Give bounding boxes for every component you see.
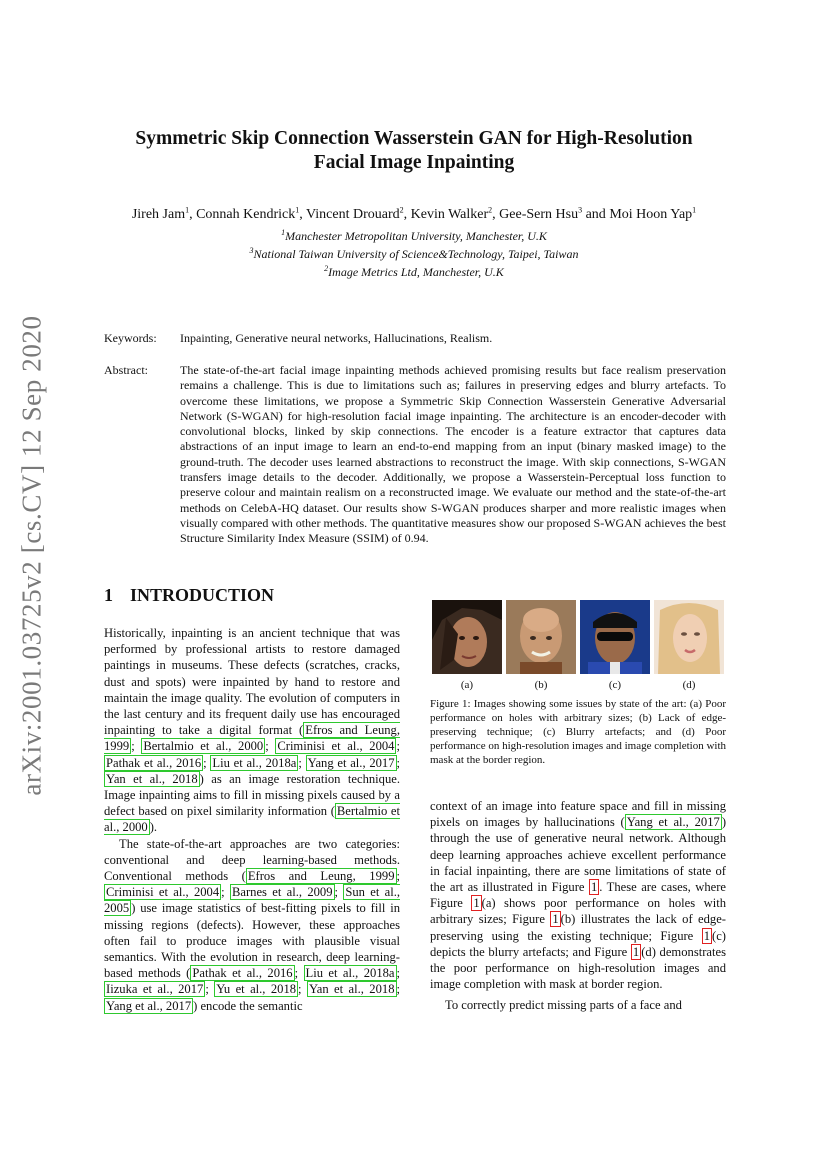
figure-label-a: (a) bbox=[460, 679, 474, 691]
citation-link[interactable]: Pathak et al., 2016 bbox=[192, 966, 293, 981]
figure-caption: Figure 1: Images showing some issues by state of the art: (a) Poor performance on holes with arbitrary sizes; (b) Lack of edge-preserving technique; (c) Blurry artefacts; and (d) Poor performance on high-resolution images and image completion with mask at the border region. bbox=[430, 698, 727, 766]
paragraph: To correctly predict missing parts of a face and bbox=[445, 998, 682, 1013]
paragraph: The state-of-the-art approaches are two categories: conventional and deep learning-based methods. Conventional methods ( Efros and Leung, 1999 ; Criminisi et al., 2004 ; Barnes et al., 2009 ; Sun et al., 2005 ) use image statistics of best-fitting pixels to fill in missing regions (defects). However, these approaches often fail to produce images with plausible visual semantics. With the evolution in research, deep learning-based methods ( Pathak et al., 2016 ; Liu et al., 2018a ; Iizuka et al., 2017 ; Yu et al., 2018 ; Yan et al., 2018 ; Yang et al., 2017 ) encode the semantic bbox=[104, 836, 401, 1013]
citation-link[interactable]: Criminisi et al., 2004 bbox=[106, 885, 220, 900]
affiliation-text: Manchester Metropolitan University, Manchester, U.K bbox=[285, 229, 547, 243]
citation-link[interactable]: Bertalmio et al., 2000 bbox=[104, 804, 400, 835]
author-affil-mark: 1 bbox=[692, 205, 697, 215]
author-list: Jireh Jam$^1$, Connah Kendrick$^1$, Vincent Drouard$^2$, Kevin Walker$^2$, Gee-Sern Hsu$^3$ and Moi Hoon Yap$^1$ bbox=[131, 205, 697, 222]
face-image-d bbox=[654, 600, 724, 674]
keywords-text: Inpainting, Generative neural networks, Hallucinations, Realism. bbox=[180, 331, 493, 345]
author-name: Kevin Walker bbox=[410, 207, 489, 222]
author-name: Gee-Sern Hsu bbox=[499, 207, 579, 222]
citation-link[interactable]: Barnes et al., 2009 bbox=[231, 885, 333, 900]
paper-title bbox=[90, 127, 738, 175]
citation-link[interactable]: Yu et al., 2018 bbox=[216, 982, 297, 997]
figure-label-d: (d) bbox=[682, 679, 696, 691]
citation-link[interactable]: Bertalmio et al., 2000 bbox=[143, 739, 264, 754]
affiliation-text: Image Metrics Ltd, Manchester, U.K bbox=[328, 265, 504, 279]
citation-link[interactable]: Efros and Leung, 1999 bbox=[247, 869, 395, 884]
citation-link[interactable]: Criminisi et al., 2004 bbox=[277, 739, 395, 754]
author-name: Moi Hoon Yap bbox=[609, 207, 693, 222]
citation-link[interactable]: Sun et al., 2005 bbox=[104, 885, 401, 916]
author-affil-mark: 2 bbox=[399, 205, 404, 215]
citation-link[interactable]: Pathak et al., 2016 bbox=[106, 755, 202, 770]
face-image-c bbox=[580, 600, 650, 674]
title-line-2: Facial Image Inpainting bbox=[313, 152, 515, 173]
citation-link[interactable]: Yan et al., 2018 bbox=[106, 771, 198, 786]
citation-link[interactable]: Liu et al., 2018a bbox=[305, 966, 395, 981]
section-title: INTRODUCTION bbox=[130, 585, 275, 605]
affiliation-text: National Taiwan University of Science&Technology, Taipei, Taiwan bbox=[253, 247, 579, 261]
author-affil-mark: 1 bbox=[295, 205, 300, 215]
author-affil-mark: 3 bbox=[578, 205, 583, 215]
author-name: Connah Kendrick bbox=[196, 207, 296, 222]
citation-link[interactable]: Yan et al., 2018 bbox=[308, 982, 395, 997]
section-number: 1 bbox=[104, 585, 113, 605]
figure-ref-link[interactable]: 1 bbox=[590, 880, 598, 895]
affiliation bbox=[80, 247, 748, 262]
citation-link[interactable]: Yang et al., 2017 bbox=[307, 755, 395, 770]
abstract-text: The state-of-the-art facial image inpainting methods achieved promising results but face realism preservation remains a challenge. This is due to limitations such as; failures in preserving edges and blurry artefacts. To overcome these limitations, we propose a Symmetric Skip Connection Wasserstein Generative Adversarial Network (S-WGAN) for high-resolution facial image inpainting. The architecture is an encoder-decoder with convolutional blocks, linked by skip connections. The encoder is a feature extractor that captures data abstractions of an input image to learn an end-to-end mapping from an input (binary masked image) to the ground-truth. The decoder uses learned abstractions to reconstruct the image. With skip connections, S-WGAN transfers image details to the decoder. Additionally, we propose a Wasserstein-Perceptual loss function to preserve colour and maintain realism on a reconstructed image. We evaluate our method and the state-of-the-art methods on CelebA-HQ dataset. Our results show S-WGAN produces sharper and more realistic images when visually compared with other methods. The quantitative measures show our proposed S-WGAN achieves the best Structure Similarity Index Measure (SSIM) of 0.94. bbox=[180, 363, 726, 546]
figure-ref-link[interactable]: 1 bbox=[473, 896, 480, 911]
arxiv-identifier: arXiv:2001.03725v2 [cs.CV] 12 Sep 2020 bbox=[16, 315, 47, 796]
figure-ref-link[interactable]: 1 bbox=[703, 928, 711, 943]
affiliation bbox=[80, 265, 748, 280]
paragraph: context of an image into feature space and fill in missing pixels on images by hallucinations ( Yang et al., 2017 ) through the use of generative neural network. Although deep learning approaches achieve excellent performance in facial inpainting, there are some limitations of state of the art as illustrated in Figure 1 . These are cases, where Figure 1 (a) shows poor performance on holes with arbitrary sizes; Figure 1 (b) illustrates the lack of edge-preserving using the existing technique; Figure 1 (c) depicts the blurry artefacts; and Figure 1 (d) demonstrates the poor performance on high-resolution images and image completion with mask at border region. bbox=[430, 799, 727, 992]
citation-link[interactable]: Liu et al., 2018a bbox=[212, 755, 297, 770]
figure-ref-link[interactable]: 1 bbox=[632, 944, 640, 959]
affiliation bbox=[80, 229, 748, 244]
section-heading bbox=[104, 585, 274, 606]
title-line-1: Symmetric Skip Connection Wasserstein GAN for High-Resolution bbox=[135, 128, 693, 149]
affiliation-mark: 3 bbox=[249, 246, 254, 255]
author-affil-mark: 1 bbox=[185, 205, 190, 215]
abstract-label: Abstract: bbox=[104, 363, 148, 377]
left-column bbox=[104, 625, 400, 1014]
figure-ref-link[interactable]: 1 bbox=[552, 912, 559, 927]
affiliation-mark: 2 bbox=[324, 264, 329, 273]
affiliation-mark: 1 bbox=[281, 228, 286, 237]
keywords-label: Keywords: bbox=[104, 331, 157, 345]
citation-link[interactable]: Efros and Leung, 1999 bbox=[104, 723, 400, 754]
face-image-b bbox=[506, 600, 576, 674]
author-name: Vincent Drouard bbox=[306, 207, 400, 222]
face-image-a bbox=[432, 600, 502, 674]
figure-label-b: (b) bbox=[534, 679, 548, 691]
right-column bbox=[430, 798, 726, 1014]
citation-link[interactable]: Yang et al., 2017 bbox=[626, 815, 720, 830]
citation-link[interactable]: Yang et al., 2017 bbox=[106, 998, 192, 1013]
figure-1-images bbox=[432, 600, 725, 674]
figure-label-c: (c) bbox=[608, 679, 622, 691]
citation-link[interactable]: Iizuka et al., 2017 bbox=[106, 982, 204, 997]
author-name: Jireh Jam bbox=[131, 207, 186, 222]
paragraph: Historically, inpainting is an ancient technique that was performed by professional artists to restore damaged paintings in museums. These defects (scratches, cracks, dust and spots) were inpainted by hand to restore and maintain the image quality. The evolution of computers in the last century and its frequent daily use has encouraged inpainting to take a digital format ( Efros and Leung, 1999 ; Bertalmio et al., 2000 ; Criminisi et al., 2004 ; Pathak et al., 2016 ; Liu et al., 2018a ; Yang et al., 2017 ; Yan et al., 2018 ) as an image restoration technique. Image inpainting aims to fill in missing pixels caused by a defect based on pixel similarity information ( Bertalmio et al., 2000 ). bbox=[104, 626, 401, 835]
author-affil-mark: 2 bbox=[488, 205, 493, 215]
